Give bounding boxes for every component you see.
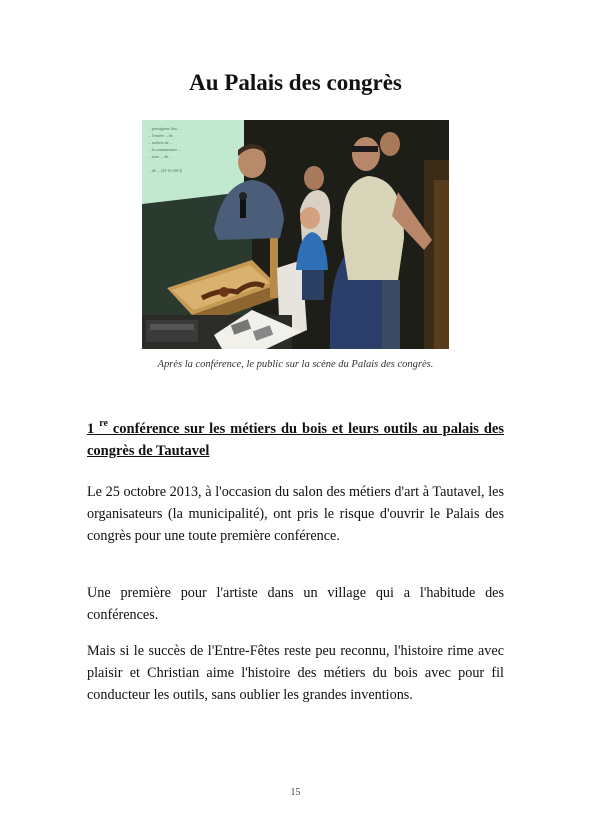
heading-superscript: re <box>99 418 108 429</box>
screen-line-3: ... métiers de ... <box>148 140 173 145</box>
photo-illustration <box>142 120 449 349</box>
screen-line-2: ... l'entrée ... les <box>148 133 174 138</box>
paragraph-1: Le 25 octobre 2013, à l'occasion du salon des métiers d'art à Tautavel, les organisateurs (la municipalité), ont pris le risque d'ouvrir le Palais des congrès pour une toute première conférence. <box>87 484 504 544</box>
page-number: 15 <box>290 787 301 798</box>
heading-text: conférence sur les métiers du bois et leurs outils au palais des congrès de Tautavel <box>87 421 505 459</box>
section-heading <box>87 418 504 462</box>
heading-number: 1 <box>87 421 95 437</box>
conference-photo <box>142 120 449 349</box>
page-title: Au Palais des congrès <box>189 70 402 95</box>
paragraph-3: Mais si le succès de l'Entre-Fêtes reste peu reconnu, l'histoire rime avec plaisir et Christian aime l'histoire des métiers du bois avec pour fil conducteur les outils, sans oublier les grandes inventions. <box>87 643 504 703</box>
screen-line-6: ... de ... (25-10-2013) <box>148 168 183 173</box>
screen-line-1: ... prestigieux lieu... <box>148 126 180 131</box>
screen-line-4: ... la connaissance ... <box>148 147 181 152</box>
photo-caption: Après la conférence, le public sur la scène du Palais des congrès. <box>157 359 434 370</box>
paragraph-2: Une première pour l'artiste dans un village qui a l'habitude des conférences. <box>87 585 504 623</box>
screen-line-5: ... avec ... de ... <box>148 154 173 159</box>
